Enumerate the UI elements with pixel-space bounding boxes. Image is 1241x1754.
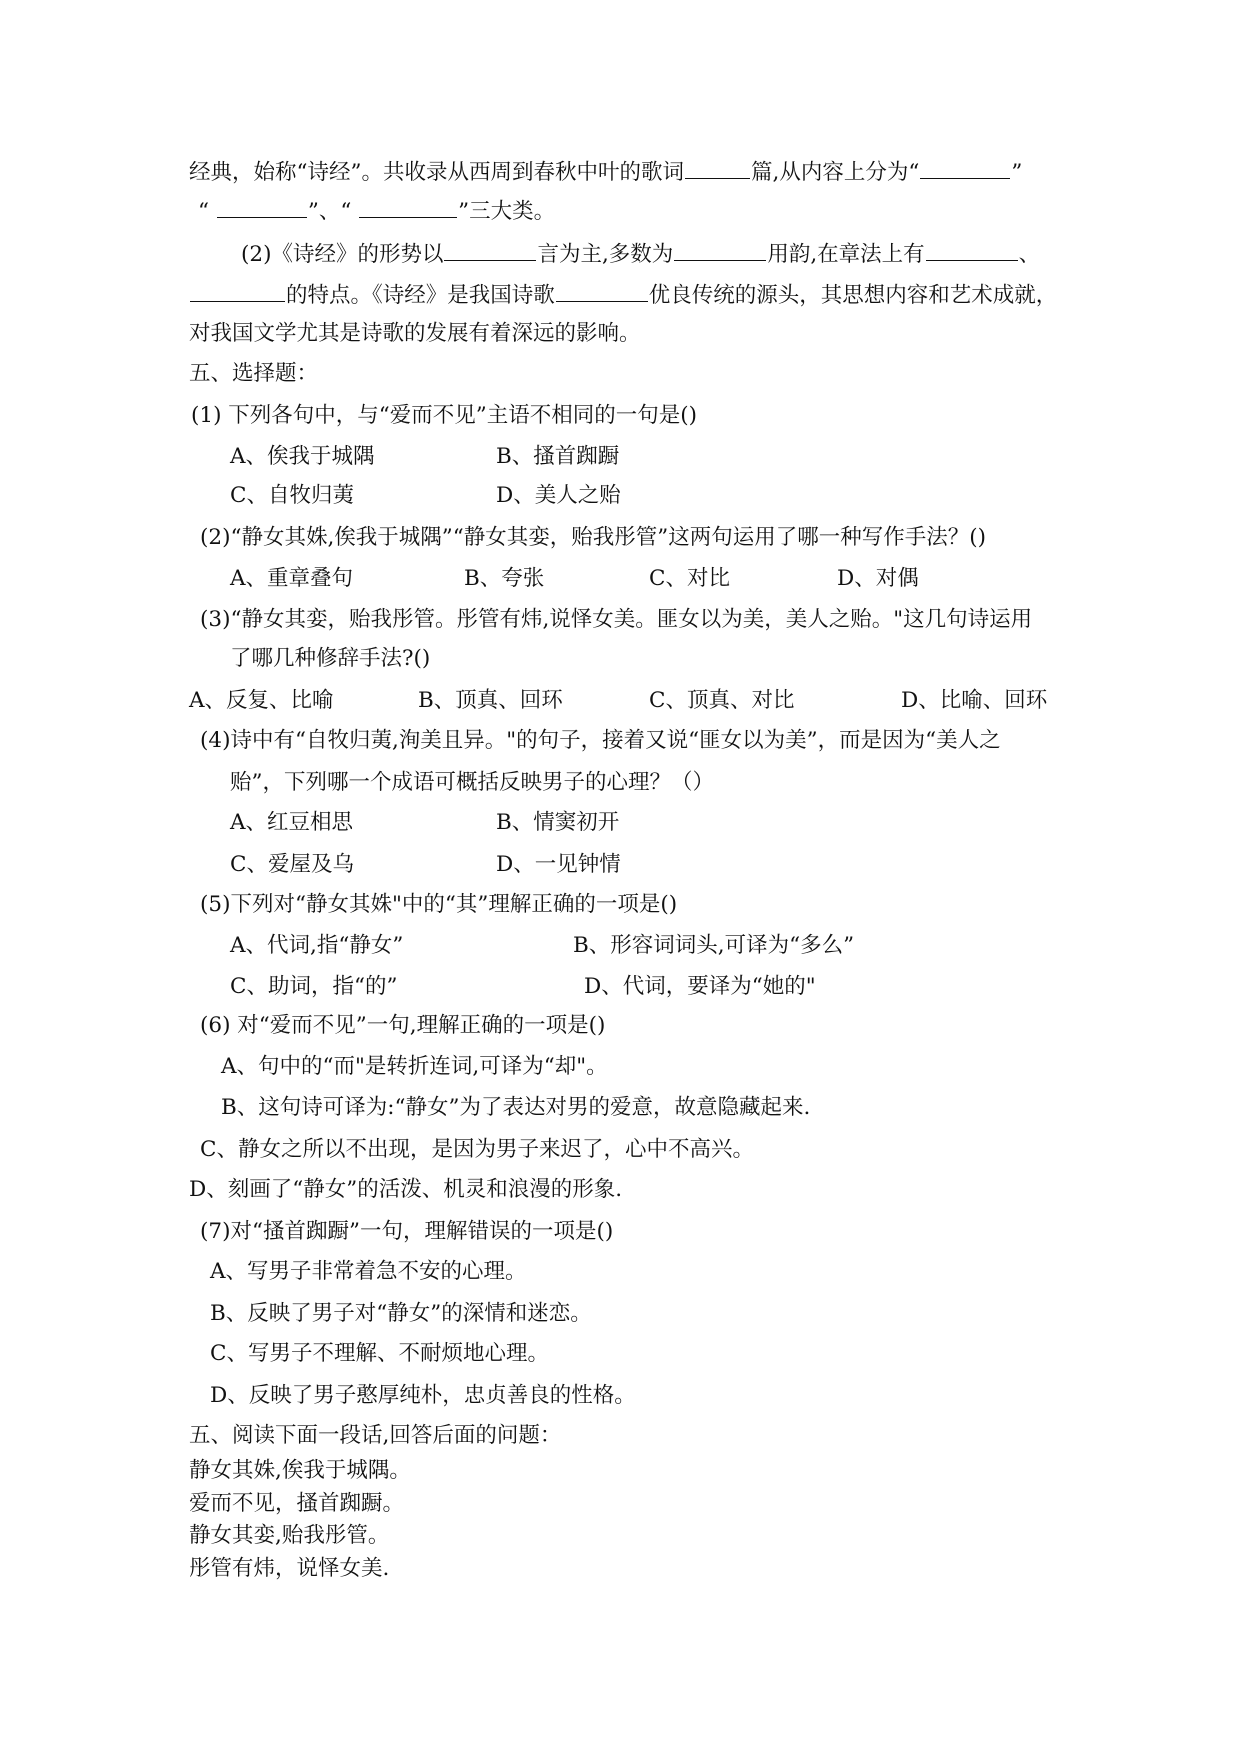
section-heading: 五、阅读下面一段话,回答后面的问题： (189, 1423, 562, 1448)
answer-option-a: A、重章叠句 (230, 566, 354, 591)
fill-in-text: 、 (1018, 242, 1041, 267)
answer-blank (920, 158, 1010, 179)
fill-in-text: “ (198, 199, 216, 224)
question-stem: (5)下列对“静女其姝"中的“其”理解正确的一项是() (200, 892, 678, 917)
fill-in-text: 篇,从内容上分为“ (751, 160, 920, 185)
question-stem: (3)“静女其娈，贻我彤管。彤管有炜,说怿女美。匪女以为美，美人之贻。"这几句诗运用 (200, 607, 1033, 632)
answer-option-b: B、情窦初开 (496, 810, 620, 835)
section-heading: 五、选择题： (189, 361, 319, 386)
fill-in-line-3 (241, 240, 1040, 268)
fill-in-text: 的特点。《诗经》是我国诗歌 (286, 283, 555, 308)
fill-in-text: ”、“ (307, 199, 359, 224)
answer-blank (685, 158, 750, 179)
fill-in-text: ”三大类。 (458, 199, 556, 224)
poem-line: 静女其姝,俟我于城隅。 (189, 1458, 411, 1483)
answer-option-a: A、写男子非常着急不安的心理。 (210, 1259, 527, 1284)
answer-option-a: A、句中的“而"是转折连词,可译为“却"。 (221, 1054, 608, 1079)
answer-option-c: C、顶真、对比 (649, 688, 795, 713)
fill-in-line-5: 对我国文学尤其是诗歌的发展有着深远的影响。 (189, 321, 641, 346)
fill-in-text: ” (1011, 160, 1023, 185)
fill-in-text: 言为主,多数为 (537, 242, 674, 267)
answer-blank (556, 281, 648, 302)
answer-option-b: B、顶真、回环 (418, 688, 563, 713)
poem-line: 静女其娈,贻我彤管。 (189, 1523, 390, 1548)
answer-option-d: D、比喻、回环 (901, 688, 1048, 713)
fill-in-text: (2)《诗经》的形势以 (241, 242, 444, 267)
question-stem: (1) 下列各句中，与“爱而不见”主语不相同的一句是() (191, 403, 698, 428)
poem-line: 爱而不见，搔首踟蹰。 (189, 1491, 405, 1516)
answer-blank (674, 240, 766, 261)
question-stem-continued: 贻”，下列哪一个成语可概括反映男子的心理？（） (230, 770, 714, 795)
answer-option-a: A、俟我于城隅 (230, 444, 375, 469)
answer-blank (190, 281, 285, 302)
answer-option-a: A、红豆相思 (230, 810, 354, 835)
answer-option-c: C、对比 (649, 566, 730, 591)
fill-in-line-1 (189, 158, 1022, 186)
question-stem: (4)诗中有“自牧归荑,洵美且异。"的句子，接着又说“匪女以为美”，而是因为“美人之 (200, 728, 1001, 753)
answer-option-a: A、反复、比喻 (189, 688, 334, 713)
poem-line: 彤管有炜，说怿女美. (189, 1556, 390, 1581)
answer-blank (217, 197, 307, 218)
fill-in-line-4 (189, 281, 1057, 309)
answer-option-b: B、夸张 (464, 566, 545, 591)
answer-option-b: B、形容词词头,可译为“多么” (573, 933, 855, 958)
answer-option-c: C、助词，指“的” (230, 974, 398, 999)
answer-blank (926, 240, 1018, 261)
fill-in-text: 经典，始称“诗经”。共收录从西周到春秋中叶的歌词 (189, 160, 684, 185)
answer-blank (444, 240, 536, 261)
fill-in-line-2 (198, 197, 555, 225)
answer-option-b: B、搔首踟蹰 (496, 444, 620, 469)
question-stem: (6) 对“爱而不见”一句,理解正确的一项是() (200, 1013, 606, 1038)
answer-option-a: A、代词,指“静女” (230, 933, 404, 958)
question-stem: (2)“静女其姝,俟我于城隅”“静女其娈，贻我彤管”这两句运用了哪一种写作手法？() (200, 525, 987, 550)
fill-in-text: 优良传统的源头，其思想内容和艺术成就， (648, 283, 1058, 308)
answer-option-c: C、爱屋及乌 (230, 852, 354, 877)
answer-option-c: C、静女之所以不出现，是因为男子来迟了，心中不高兴。 (200, 1137, 754, 1162)
question-stem-continued: 了哪几种修辞手法?() (230, 646, 431, 671)
answer-option-d: D、对偶 (837, 566, 919, 591)
answer-option-d: D、刻画了“静女”的活泼、机灵和浪漫的形象. (189, 1177, 623, 1202)
fill-in-text: 用韵,在章法上有 (767, 242, 925, 267)
answer-option-d: D、代词，要译为“她的" (584, 974, 816, 999)
answer-blank (359, 197, 457, 218)
answer-option-d: D、一见钟情 (496, 852, 621, 877)
answer-option-b: B、这句诗可译为:“静女”为了表达对男的爱意，故意隐藏起来. (221, 1095, 811, 1120)
answer-option-c: C、写男子不理解、不耐烦地心理。 (210, 1341, 549, 1366)
answer-option-d: D、反映了男子憨厚纯朴，忠贞善良的性格。 (210, 1383, 636, 1408)
answer-option-c: C、自牧归荑 (230, 483, 354, 508)
question-stem: (7)对“搔首踟蹰”一句，理解错误的一项是() (200, 1219, 614, 1244)
answer-option-b: B、反映了男子对“静女”的深情和迷恋。 (210, 1301, 592, 1326)
answer-option-d: D、美人之贻 (496, 483, 621, 508)
